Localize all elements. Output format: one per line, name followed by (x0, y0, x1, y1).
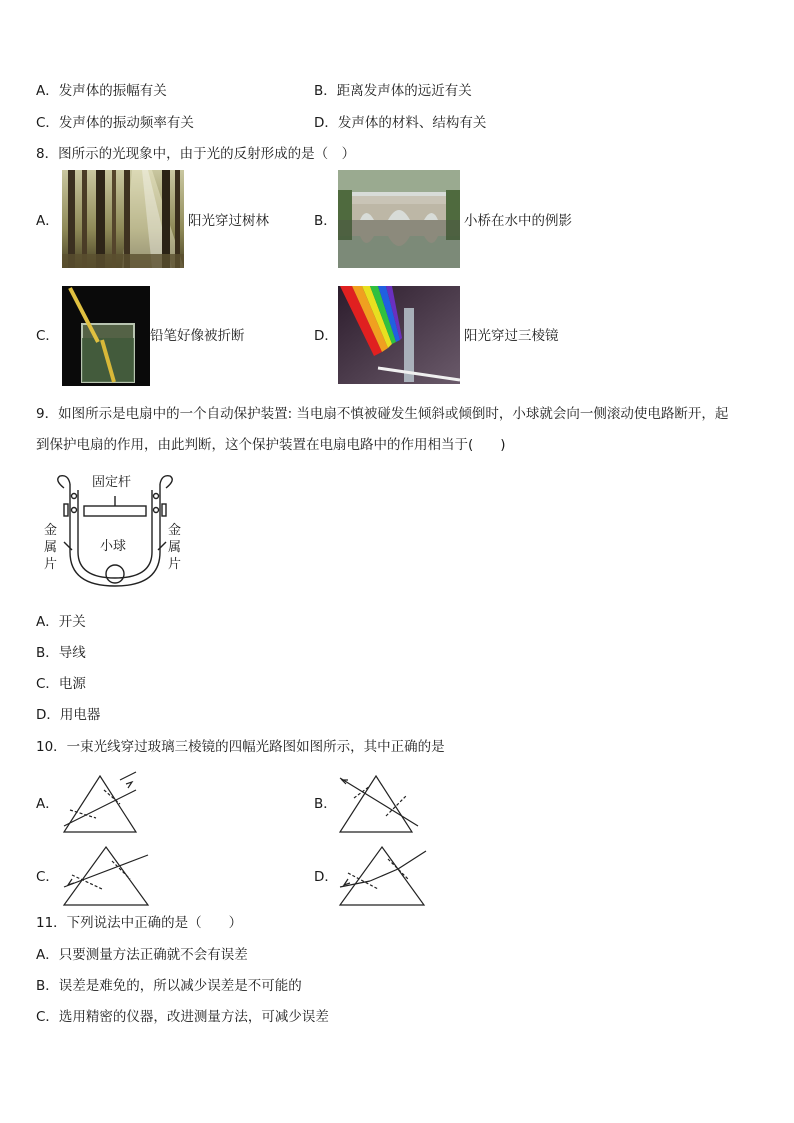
q7-option-d: D．发声体的材料、结构有关 (314, 115, 487, 131)
q8-option-c-caption: 铅笔好像被折断 (150, 328, 245, 344)
prism-diagram-d (336, 843, 428, 907)
pencil-in-water-photo (62, 286, 150, 386)
q8-option-a-caption: 阳光穿过树林 (188, 213, 269, 229)
q9-option-d: D．用电器 (36, 707, 101, 723)
prism-rainbow-photo (338, 286, 460, 384)
q10-stem: 10．一束光线穿过玻璃三棱镜的四幅光路图如图所示，其中正确的是 (36, 739, 445, 755)
q10-option-a-letter: A． (36, 796, 59, 812)
q10-option-c-letter: C． (36, 869, 59, 885)
q9-stem-line2: 到保护电扇的作用，由此判断，这个保护装置在电扇电路中的作用相当于( ) (36, 437, 506, 453)
q8-option-b-caption: 小桥在水中的例影 (464, 213, 572, 229)
q8-option-c-letter: C． (36, 328, 59, 344)
q11-option-b: B．误差是难免的，所以减少误差是不可能的 (36, 978, 302, 994)
q7-option-a: A．发声体的振幅有关 (36, 83, 167, 99)
fixed-rod-label: 固定杆 (92, 475, 132, 490)
q8-option-d-caption: 阳光穿过三棱镜 (464, 328, 559, 344)
q11-stem: 11．下列说法中正确的是（ ） (36, 915, 243, 931)
bridge-reflection-photo (338, 170, 460, 268)
ball-label: 小球 (100, 539, 127, 554)
q8-option-a-letter: A． (36, 213, 59, 229)
q11-option-a: A．只要测量方法正确就不会有误差 (36, 947, 248, 963)
q9-option-a: A．开关 (36, 614, 86, 630)
q8-option-d-letter: D． (314, 328, 338, 344)
q11-option-c: C．选用精密的仪器，改进测量方法，可减少误差 (36, 1009, 329, 1025)
forest-sunlight-photo (62, 170, 184, 268)
q7-option-b: B．距离发声体的远近有关 (314, 83, 472, 99)
q10-option-b-letter: B． (314, 796, 337, 812)
left-metal-sheet-label: 金 属 片 (44, 523, 58, 572)
q8-option-b-letter: B． (314, 213, 337, 229)
q9-option-b: B．导线 (36, 645, 86, 661)
q7-option-c: C．发声体的振动频率有关 (36, 115, 194, 131)
right-metal-sheet-label: 金 属 片 (168, 523, 182, 572)
q8-stem: 8．图所示的光现象中，由于光的反射形成的是（ ） (36, 146, 356, 162)
q10-option-d-letter: D． (314, 869, 338, 885)
q9-option-c: C．电源 (36, 676, 86, 692)
q9-stem-line1: 9．如图所示是电扇中的一个自动保护装置: 当电扇不慎被碰发生倾斜或倾倒时，小球就会向一侧滚动使电路断开，起 (36, 406, 729, 422)
prism-diagram-a (60, 770, 142, 836)
prism-diagram-b (336, 770, 422, 836)
protection-device-diagram (40, 470, 190, 600)
prism-diagram-c (60, 843, 152, 907)
